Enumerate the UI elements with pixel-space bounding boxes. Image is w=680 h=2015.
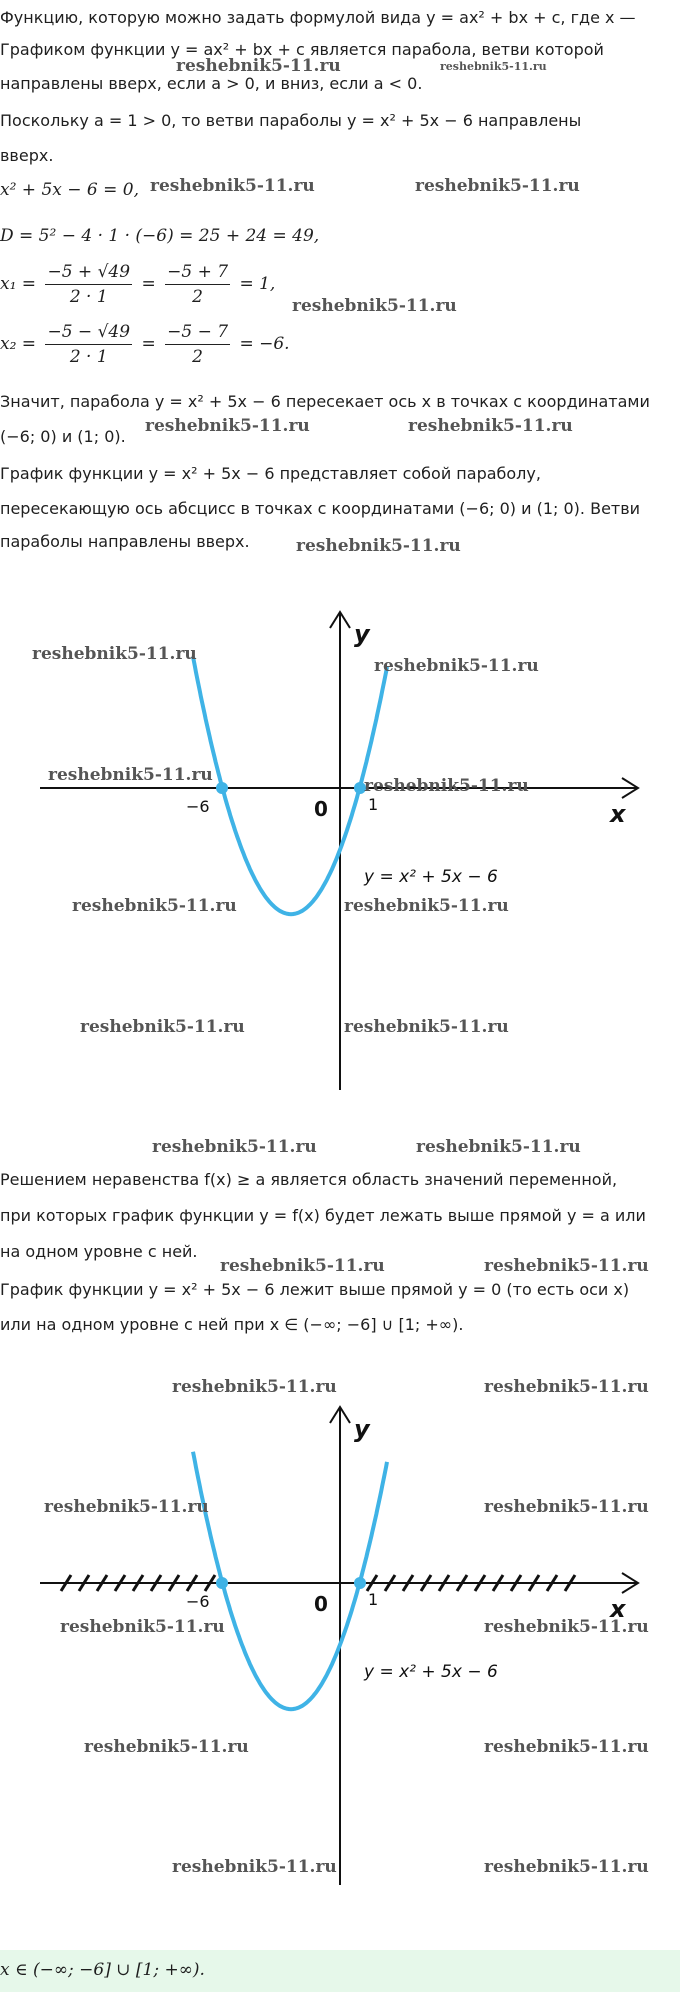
origin-label: 0 [314,797,328,821]
watermark: reshebnik5-11.ru [172,1377,337,1397]
watermark: reshebnik5-11.ru [145,416,310,436]
text-line-2: Графиком функции y = ax² + bx + c является парабола, ветви которой [0,40,604,59]
root-left-label: −6 [186,1592,210,1611]
equation-discriminant: D = 5² − 4 · 1 · (−6) = 25 + 24 = 49, [0,226,320,246]
watermark: reshebnik5-11.ru [374,656,539,676]
y-axis-label: y [354,1415,370,1443]
root-right-label: 1 [368,795,379,814]
root-point-left [216,782,228,794]
x2-label: x₂ = [0,334,37,354]
x1-den-2: 2 [192,287,203,307]
function-label: y = x² + 5x − 6 [364,867,498,887]
watermark: reshebnik5-11.ru [416,1137,581,1157]
text-line-12: при которых график функции y = f(x) будет лежать выше прямой y = a или [0,1206,646,1225]
watermark: reshebnik5-11.ru [344,1017,509,1037]
text-line-3: направлены вверх, если a > 0, и вниз, если a < 0. [0,74,423,93]
text-line-9: пересекающую ось абсцисс в точках с координатами (−6; 0) и (1; 0). Ветви [0,499,641,518]
origin-label: 0 [314,1592,328,1616]
x2-fraction-1 [45,322,132,367]
watermark: reshebnik5-11.ru [484,1256,649,1276]
x1-den-1: 2 · 1 [69,287,108,307]
text-line-1: Функцию, которую можно задать формулой вида y = ax² + bx + c, где x — [0,8,636,27]
x2-result: = −6. [239,334,290,354]
function-label: y = x² + 5x − 6 [364,1662,498,1682]
watermark: reshebnik5-11.ru [415,176,580,196]
watermark: reshebnik5-11.ru [296,536,461,556]
text-line-4: Поскольку a = 1 > 0, то ветви параболы y = x² + 5x − 6 направлены [0,111,582,130]
watermark: reshebnik5-11.ru [220,1256,385,1276]
watermark: reshebnik5-11.ru [408,416,573,436]
x2-num-2: −5 − 7 [165,322,230,345]
watermark: reshebnik5-11.ru [84,1737,249,1757]
x1-fraction-2 [165,262,230,307]
x2-num-1: −5 − √49 [45,322,132,345]
text-line-11: Решением неравенства f(x) ≥ a является область значений переменной, [0,1170,618,1189]
watermark: reshebnik5-11.ru [72,896,237,916]
watermark: reshebnik5-11.ru [484,1737,649,1757]
watermark: reshebnik5-11.ru [44,1497,209,1517]
watermark: reshebnik5-11.ru [344,896,509,916]
text-line-15: или на одном уровне с ней при x ∈ (−∞; −6] ∪ [1; +∞). [0,1315,464,1334]
watermark: reshebnik5-11.ru [440,60,547,73]
watermark: reshebnik5-11.ru [484,1617,649,1637]
watermark: reshebnik5-11.ru [32,644,197,664]
text-line-13: на одном уровне с ней. [0,1242,198,1261]
watermark: reshebnik5-11.ru [152,1137,317,1157]
y-axis-label: y [354,620,370,648]
parabola-graph-2 [0,1385,680,1905]
x1-fraction-1 [45,262,132,307]
watermark: reshebnik5-11.ru [60,1617,225,1637]
x1-label: x₁ = [0,274,37,294]
equation-x2: x₂ = $\frac{-5 - √49}{2 \cdot 1}$ = $\frac{-5 - 7}{2}$ = −6. [0,322,290,367]
root-point-left [216,1577,228,1589]
root-right-label: 1 [368,1590,379,1609]
root-left-label: −6 [186,797,210,816]
equation-quadratic: x² + 5x − 6 = 0, [0,180,139,200]
watermark: reshebnik5-11.ru [292,296,457,316]
watermark: reshebnik5-11.ru [484,1857,649,1877]
watermark: reshebnik5-11.ru [80,1017,245,1037]
text-line-10: параболы направлены вверх. [0,532,250,551]
x-axis-label: x [610,800,626,828]
x1-num-1: −5 + √49 [45,262,132,285]
watermark: reshebnik5-11.ru [364,776,529,796]
x1-num-2: −5 + 7 [165,262,230,285]
watermark: reshebnik5-11.ru [150,176,315,196]
answer-text: x ∈ (−∞; −6] ∪ [1; +∞). [0,1960,205,1980]
watermark: reshebnik5-11.ru [176,56,341,76]
answer-box [0,1950,680,1992]
x1-result: = 1, [239,274,276,294]
text-line-6: Значит, парабола y = x² + 5x − 6 пересекает ось x в точках с координатами [0,392,650,411]
x2-den-2: 2 [192,347,203,367]
x-axis-label: x [610,1595,626,1623]
text-line-7: (−6; 0) и (1; 0). [0,427,126,446]
watermark: reshebnik5-11.ru [172,1857,337,1877]
text-line-5: вверх. [0,146,54,165]
x2-den-1: 2 · 1 [69,347,108,367]
text-line-8: График функции y = x² + 5x − 6 представляет собой параболу, [0,464,541,483]
watermark: reshebnik5-11.ru [48,765,213,785]
x2-fraction-2 [165,322,230,367]
watermark: reshebnik5-11.ru [484,1497,649,1517]
text-line-14: График функции y = x² + 5x − 6 лежит выше прямой y = 0 (то есть оси x) [0,1280,630,1299]
root-point-right [354,1577,366,1589]
watermark: reshebnik5-11.ru [484,1377,649,1397]
equation-x1: x₁ = $\frac{-5 + √49}{2 \cdot 1}$ = $\frac{-5 + 7}{2}$ = 1, [0,262,276,307]
